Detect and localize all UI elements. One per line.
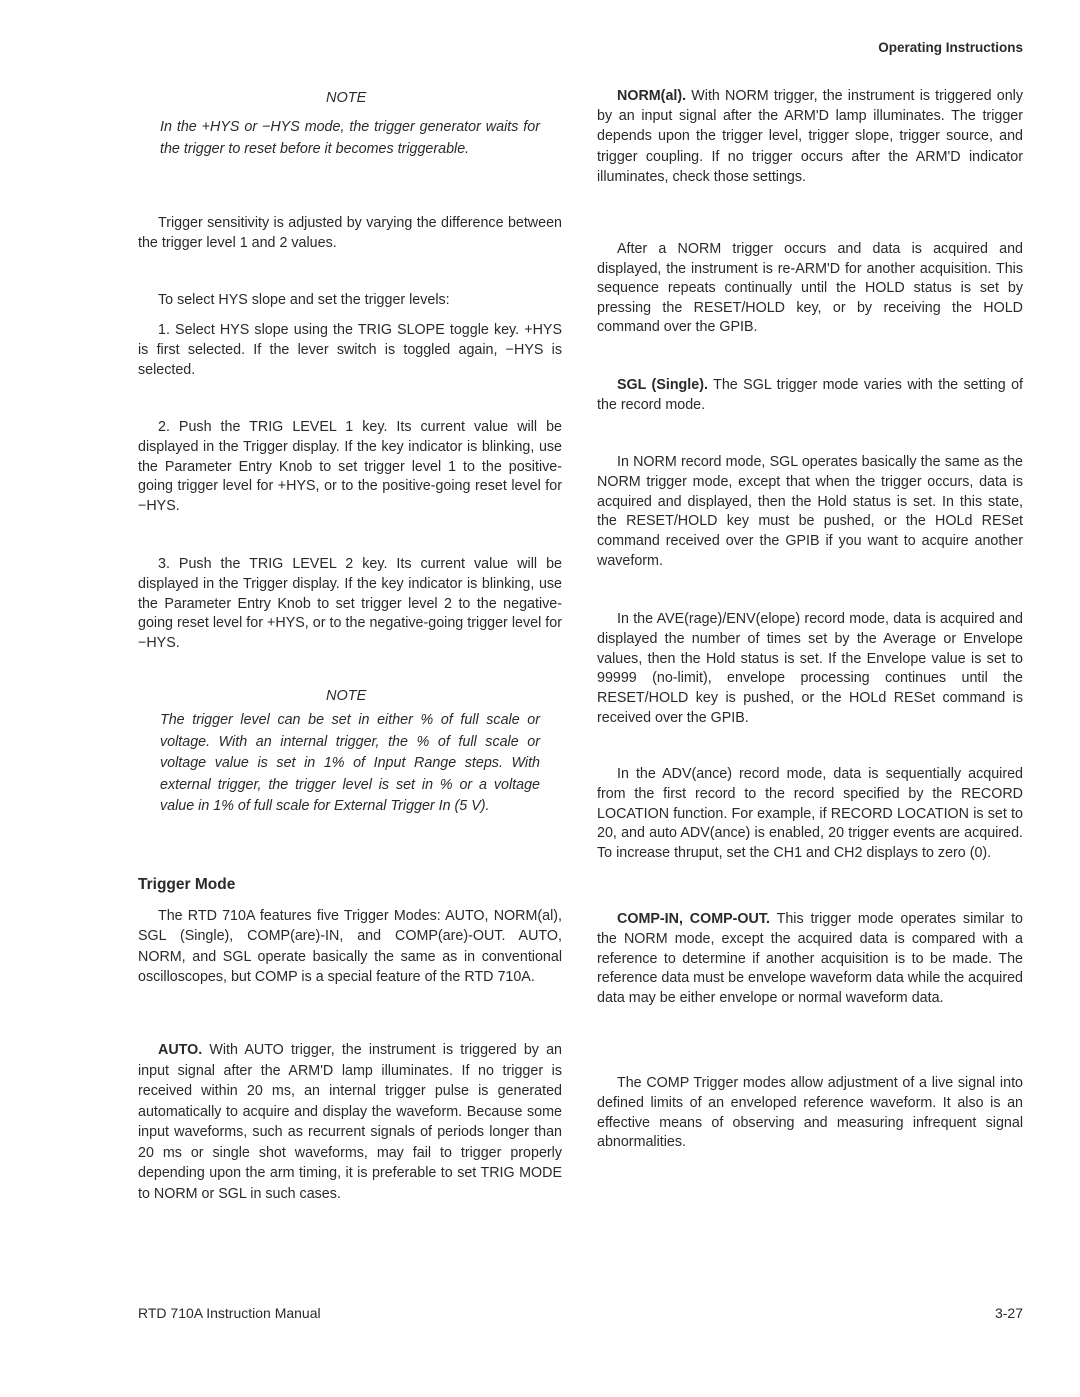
term-norm: NORM(al). bbox=[617, 88, 687, 104]
paragraph-norm-rearm: After a NORM trigger occurs and data is acquired and displayed, the instrument is re-ARM'D for another acquisition. This sequence repeats continually until the HOLD status is set by pressing the RESET/HOLD key, or by receiving the HOLD command over the GPIB. bbox=[597, 241, 1023, 335]
paragraph-adv: In the ADV(ance) record mode, data is sequentially acquired from the first record to the record specified by the RECORD LOCATION function. For example, if RECORD LOCATION is set to 20, and auto ADV(ance) is enabled, 20 trigger events are acquired. To increase thruput, set the CH1 and CH2 displays to zero (0). bbox=[597, 766, 1023, 862]
paragraph-norm-record: In NORM record mode, SGL operates basically the same as the NORM trigger mode, except that when the trigger occurs, data is acquired and displayed, then the Hold status is set. In this state, the RESET/HOLD key must be pushed, or the HOLd RESet command received over the GPIB if you want to acquire another waveform. bbox=[597, 454, 1023, 569]
paragraph-auto: AUTO. With AUTO trigger, the instrument is triggered by an input signal after the ARM'D lamp illuminates. If no trigger is received within 20 ms, an internal trigger pulse is generated automatically to acquire and display the waveform. Because some input waveforms, such as recurrent signals of periods longer than 20 ms or single shot waveforms, may fail to trigger properly depending upon the arm timing, it is preferable to set TRIG MODE to NORM or SGL in such cases. bbox=[138, 1042, 562, 1202]
term-sgl: SGL (Single). bbox=[617, 377, 708, 393]
paragraph-comp: COMP-IN, COMP-OUT. This trigger mode operates similar to the NORM mode, except the acquired data is compared with a reference to determine if another acquisition is to be made. The reference data must be envelope waveform data while the acquired data may be either envelope or normal waveform data. bbox=[597, 911, 1023, 1007]
step-1: 1. Select HYS slope using the TRIG SLOPE toggle key. +HYS is first selected. If the lever switch is toggled again, −HYS is selected. bbox=[138, 322, 562, 378]
step-2: 2. Push the TRIG LEVEL 1 key. Its current value will be displayed in the Trigger display. If the key indicator is blinking, use the Parameter Entry Knob to set trigger level 1 to the positive-going trigger level for +HYS, or to the positive-going reset level for −HYS. bbox=[138, 419, 562, 515]
term-auto: AUTO. bbox=[158, 1042, 203, 1058]
paragraph-ave-env: In the AVE(rage)/ENV(elope) record mode, data is acquired and displayed the number of times set by the Average or Envelope values, then the Hold status is set. If the Envelope value is set to 99999 (no-limit), envelope processing continues until the RESET/HOLD key is pushed, or the HOLd RESet command is received over the GPIB. bbox=[597, 611, 1023, 726]
step-3: 3. Push the TRIG LEVEL 2 key. Its current value will be displayed in the Trigger display. If the key indicator is blinking, use the Parameter Entry Knob to set trigger level 2 to the negative-going reset level for +HYS, or to the negative-going trigger level for −HYS. bbox=[138, 556, 562, 652]
paragraph-comp-trigger: The COMP Trigger modes allow adjustment of a live signal into defined limits of an enveloped reference waveform. It also is an effective means of observing and measuring infrequent signal abnormalities. bbox=[597, 1075, 1023, 1151]
paragraph-norm: NORM(al). With NORM trigger, the instrument is triggered only by an input signal after the ARM'D lamp illuminates. The trigger depends upon the trigger level, trigger slope, trigger source, and trigger coupling. If no trigger occurs after the ARM'D indicator illuminates, check those settings. bbox=[597, 88, 1023, 185]
paragraph-sensitivity: Trigger sensitivity is adjusted by varying the difference between the trigger level 1 and 2 values. bbox=[138, 215, 562, 251]
footer-manual-title: RTD 710A Instruction Manual bbox=[138, 1305, 321, 1321]
note-trigger-level: The trigger level can be set in either % of full scale or voltage. With an internal trigger, the % of full scale or voltage value is set in 1% of Input Range steps. With external trigger, the trigger level is set in % or a voltage value in 1% of full scale for External Trigger In (5 V). bbox=[160, 712, 540, 814]
page-number: 3-27 bbox=[994, 1305, 1023, 1321]
section-heading: Trigger Mode bbox=[138, 876, 236, 893]
paragraph-sgl: SGL (Single). The SGL trigger mode varies with the setting of the record mode. bbox=[597, 377, 1023, 413]
running-header: Operating Instructions bbox=[878, 40, 1023, 55]
note-hys: In the +HYS or −HYS mode, the trigger generator waits for the trigger to reset before it becomes triggerable. bbox=[160, 119, 540, 157]
paragraph-select-hys: To select HYS slope and set the trigger levels: bbox=[158, 292, 450, 308]
term-comp: COMP-IN, COMP-OUT. bbox=[617, 911, 770, 927]
note-title: NOTE bbox=[326, 688, 367, 704]
paragraph-trigger-modes: The RTD 710A features five Trigger Modes: AUTO, NORM(al), SGL (Single), COMP(are)-IN, and COMP(are)-OUT. AUTO, NORM, and SGL operate basically the same as in conventional oscilloscopes, but COMP is a special feature of the RTD 710A. bbox=[138, 908, 562, 985]
note-title: NOTE bbox=[326, 90, 367, 106]
